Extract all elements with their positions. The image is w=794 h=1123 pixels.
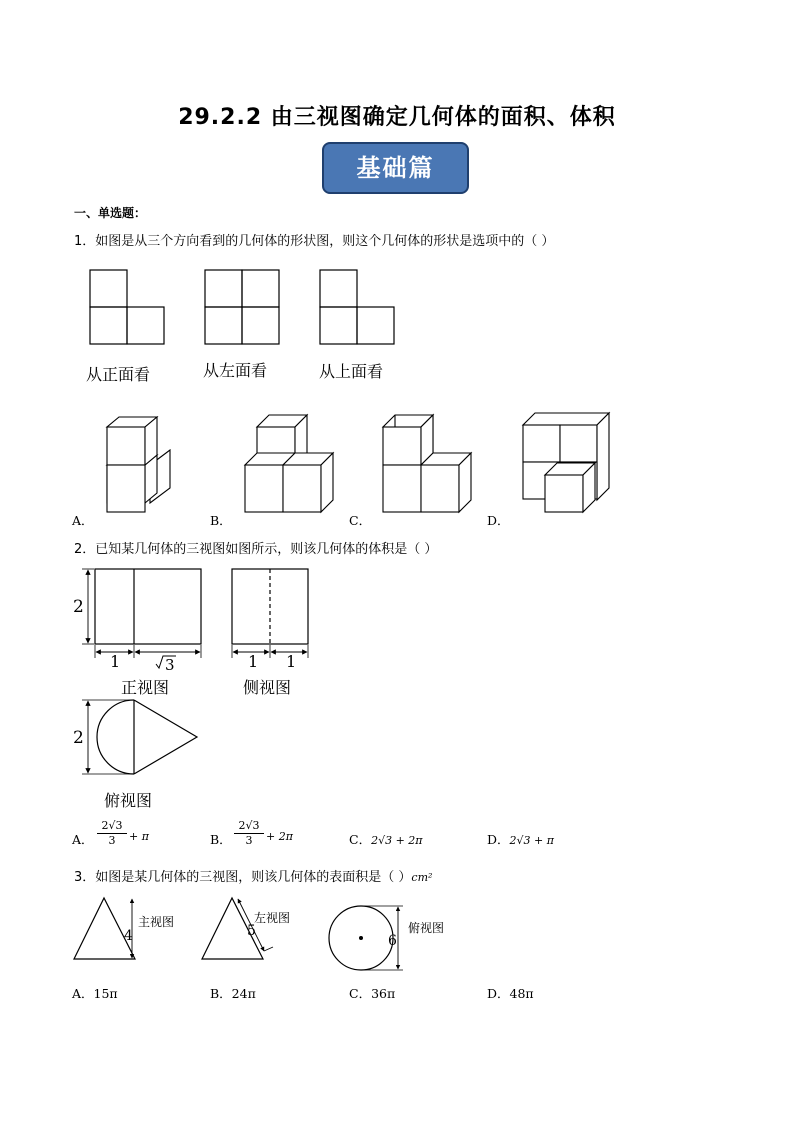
q2-option-b-num: 2√3 [234, 819, 264, 834]
q1-option-b[interactable]: B． [210, 513, 232, 528]
q2-option-b-den: 3 [245, 834, 253, 847]
q3-left-label: 左视图 [254, 911, 291, 925]
q2-option-b-tail: + 2π [266, 830, 293, 843]
q2-top-view [82, 700, 197, 774]
q2-side-dim-1a: 1 [248, 652, 259, 671]
q2-front-label: 正视图 [121, 678, 170, 697]
q1-option-d[interactable]: D． [487, 513, 510, 528]
option-b-figure [245, 415, 333, 512]
q2-side-label: 侧视图 [243, 678, 292, 697]
q3-main-label: 主视图 [138, 915, 175, 929]
q3-dim-d: 6 [388, 933, 397, 949]
q2-option-b-frac [234, 819, 264, 848]
q3-top-label: 俯视图 [408, 921, 445, 935]
q1-option-figures [95, 410, 635, 520]
q3-unit: cm² [411, 871, 433, 884]
q2-top-dim-2: 2 [73, 728, 84, 748]
q3-dim-h: 4 [124, 928, 133, 944]
q2-option-a[interactable]: A． [72, 832, 94, 847]
q3-option-d[interactable]: D．48π [487, 986, 534, 1001]
question-2-text: 2．已知某几何体的三视图如图所示，则该几何体的体积是（ ） [74, 542, 438, 557]
q1-option-c[interactable]: C． [349, 513, 372, 528]
q2-front-dim-1: 1 [110, 652, 121, 671]
q2-option-b[interactable]: B． [210, 832, 232, 847]
svg-text:3: 3 [165, 656, 175, 674]
question-1-text: 1．如图是从三个方向看到的几何体的形状图，则这个几何体的形状是选项中的（ ） [74, 234, 555, 249]
page-title: 29.2.2 由三视图确定几何体的面积、体积 [178, 105, 616, 130]
q1-left-label: 从左面看 [203, 361, 268, 380]
q3-option-b[interactable]: B．24π [210, 986, 256, 1001]
question-3-text: 3．如图是某几何体的三视图，则该几何体的表面积是（ ）cm² [74, 870, 433, 885]
q3-center-dot [359, 936, 363, 940]
q3-three-views [68, 895, 468, 975]
q1-front-view [90, 270, 164, 344]
q2-option-a-den: 3 [108, 834, 116, 847]
q2-option-c-expr: 2√3 + 2π [371, 834, 423, 847]
q3-option-c[interactable]: C．36π [349, 986, 396, 1001]
q1-top-view [320, 270, 394, 344]
option-a-figure [107, 417, 170, 512]
q1-front-label: 从正面看 [86, 365, 151, 384]
section-heading: 一、单选题： [74, 206, 147, 220]
q1-left-view [205, 270, 279, 344]
q3-dim-slant: 5 [247, 923, 256, 939]
q2-option-d-expr: 2√3 + π [509, 834, 554, 847]
q1-option-a[interactable]: A． [72, 513, 94, 528]
level-badge: 基础篇 [322, 142, 469, 194]
q3-option-a[interactable]: A．15π [72, 986, 118, 1001]
option-d-figure [523, 413, 609, 512]
q2-side-view [232, 569, 308, 658]
q2-top-label: 俯视图 [104, 791, 153, 810]
q2-option-d[interactable]: D．2√3 + π [487, 832, 554, 847]
q2-side-dim-1b: 1 [286, 652, 297, 671]
q3-left-view [202, 898, 273, 959]
q2-front-dim-2: 2 [73, 597, 84, 617]
q2-front-dim-sqrt3 [156, 656, 176, 674]
q2-option-a-frac [97, 819, 127, 848]
q2-option-a-tail: + π [129, 830, 149, 843]
option-c-figure [383, 415, 471, 512]
q2-front-view [82, 569, 201, 658]
q2-option-c[interactable]: C．2√3 + 2π [349, 832, 423, 847]
q1-top-label: 从上面看 [319, 362, 384, 381]
q2-option-a-num: 2√3 [97, 819, 127, 834]
